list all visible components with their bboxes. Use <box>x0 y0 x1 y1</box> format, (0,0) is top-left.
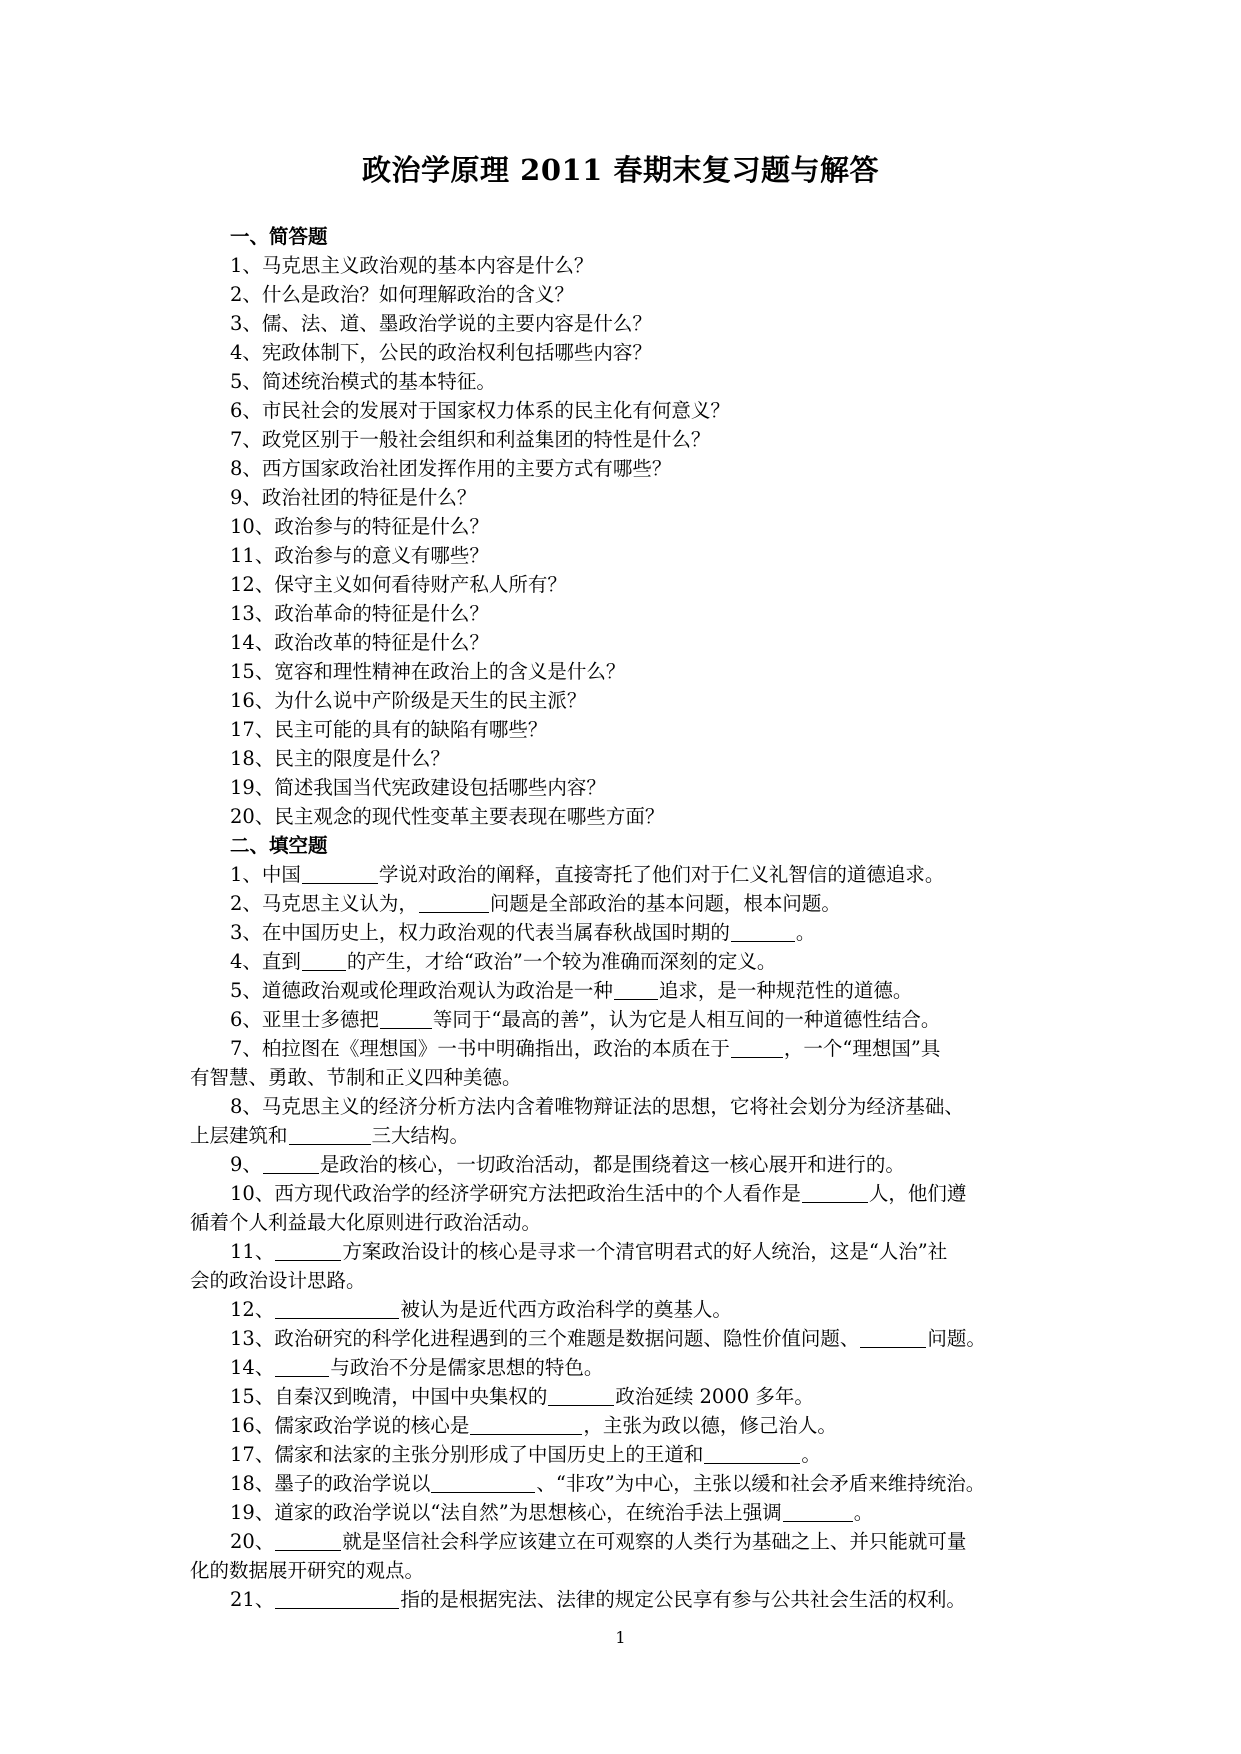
fill-text: 14、 <box>230 1356 275 1379</box>
fill-text: 12、 <box>230 1298 275 1321</box>
fill-item <box>190 1411 1070 1440</box>
question-item: 18、民主的限度是什么？ <box>230 747 450 770</box>
question-item: 17、民主可能的具有的缺陷有哪些？ <box>230 718 548 741</box>
fill-text: 13、政治研究的科学化进程遇到的三个难题是数据问题、隐性价值问题、 <box>230 1327 860 1350</box>
question-item: 3、儒、法、道、墨政治学说的主要内容是什么？ <box>230 312 652 335</box>
answer-blank <box>704 1443 800 1464</box>
fill-text: 15、自秦汉到晚清，中国中央集权的 <box>230 1385 548 1408</box>
answer-blank <box>275 1298 399 1319</box>
fill-item <box>190 860 1070 889</box>
question-item: 7、政党区别于一般社会组织和利益集团的特性是什么？ <box>230 428 711 451</box>
answer-blank <box>263 1153 319 1174</box>
fill-text: 3、在中国历史上，权力政治观的代表当属春秋战国时期的 <box>230 921 730 944</box>
fill-item <box>190 918 1070 947</box>
fill-item <box>190 1353 1070 1382</box>
fill-item <box>190 1498 1070 1527</box>
answer-blank <box>731 1037 783 1058</box>
fill-text: 、“非攻”为中心，主张以缓和社会矛盾来维持统治。 <box>536 1472 986 1495</box>
answer-blank <box>275 1530 341 1551</box>
answer-blank <box>419 892 489 913</box>
fill-text: 与政治不分是儒家思想的特色。 <box>330 1356 604 1379</box>
fill-item <box>190 976 1070 1005</box>
answer-blank <box>380 1008 432 1029</box>
fill-text: 被认为是近代西方政治科学的奠基人。 <box>400 1298 732 1321</box>
question-item: 5、简述统治模式的基本特征。 <box>230 370 496 393</box>
fill-item <box>190 1237 1070 1266</box>
section-heading-short-answer: 一、简答题 <box>230 225 328 248</box>
question-item: 20、民主观念的现代性变革主要表现在哪些方面？ <box>230 805 665 828</box>
answer-blank <box>302 950 346 971</box>
fill-text: 2、马克思主义认为， <box>230 892 418 915</box>
fill-text: ，一个“理想国”具 <box>783 1037 941 1060</box>
fill-item-continuation: 会的政治设计思路。 <box>190 1269 366 1292</box>
fill-item <box>190 1034 1070 1063</box>
fill-text: 上层建筑和 <box>190 1124 288 1147</box>
question-item: 15、宽容和理性精神在政治上的含义是什么？ <box>230 660 626 683</box>
fill-text: 追求，是一种规范性的道德。 <box>658 979 913 1002</box>
answer-blank <box>783 1501 853 1522</box>
fill-text: 人，他们遵 <box>868 1182 967 1205</box>
fill-text: 19、道家的政治学说以“法自然”为思想核心，在统治手法上强调 <box>230 1501 782 1524</box>
answer-blank <box>431 1472 535 1493</box>
fill-text: 21、 <box>230 1588 275 1611</box>
question-item: 12、保守主义如何看待财产私人所有？ <box>230 573 567 596</box>
fill-item-continuation: 化的数据展开研究的观点。 <box>190 1559 425 1582</box>
fill-item <box>190 889 1070 918</box>
page-title: 政治学原理 2011 春期末复习题与解答 <box>362 153 879 187</box>
answer-blank <box>802 1182 868 1203</box>
fill-text: 等同于“最高的善”，认为它是人相互间的一种道德性结合。 <box>432 1008 941 1031</box>
fill-text: 。 <box>801 1443 821 1466</box>
fill-text: 5、道德政治观或伦理政治观认为政治是一种 <box>230 979 613 1002</box>
question-item: 6、市民社会的发展对于国家权力体系的民主化有何意义？ <box>230 399 730 422</box>
question-item: 19、简述我国当代宪政建设包括哪些内容？ <box>230 776 606 799</box>
fill-text: ，主张为政以德，修己治人。 <box>583 1414 837 1437</box>
fill-item-continuation <box>190 1121 1070 1150</box>
fill-item <box>190 1005 1070 1034</box>
answer-blank <box>470 1414 582 1435</box>
fill-text: 7、柏拉图在《理想国》一书中明确指出，政治的本质在于 <box>230 1037 730 1060</box>
answer-blank <box>860 1327 926 1348</box>
answer-blank <box>275 1240 341 1261</box>
fill-text: 指的是根据宪法、法律的规定公民享有参与公共社会生活的权利。 <box>400 1588 966 1611</box>
answer-blank <box>548 1385 614 1406</box>
question-item: 14、政治改革的特征是什么？ <box>230 631 489 654</box>
fill-text: 。 <box>795 921 816 944</box>
fill-item-continuation: 有智慧、勇敢、节制和正义四种美德。 <box>190 1066 522 1089</box>
fill-text: 。 <box>853 1501 874 1524</box>
section-heading-fill-in: 二、填空题 <box>230 834 328 857</box>
question-item: 1、马克思主义政治观的基本内容是什么？ <box>230 254 594 277</box>
document-body <box>190 222 1070 1614</box>
fill-text: 9、 <box>230 1153 262 1176</box>
question-item: 4、宪政体制下，公民的政治权利包括哪些内容？ <box>230 341 652 364</box>
question-item: 16、为什么说中产阶级是天生的民主派？ <box>230 689 587 712</box>
fill-text: 就是坚信社会科学应该建立在可观察的人类行为基础之上、并只能就可量 <box>342 1530 967 1553</box>
fill-text: 6、亚里士多德把 <box>230 1008 379 1031</box>
fill-text: 的产生，才给“政治”一个较为准确而深刻的定义。 <box>346 950 777 973</box>
question-item: 13、政治革命的特征是什么？ <box>230 602 489 625</box>
fill-text: 18、墨子的政治学说以 <box>230 1472 431 1495</box>
fill-text: 问题是全部政治的基本问题，根本问题。 <box>489 892 841 915</box>
fill-item <box>190 1469 1070 1498</box>
fill-item <box>190 1585 1070 1614</box>
fill-item <box>190 1179 1070 1208</box>
fill-text: 学说对政治的阐释，直接寄托了他们对于仁义礼智信的道德追求。 <box>378 863 945 886</box>
fill-item <box>190 1295 1070 1324</box>
question-item: 2、什么是政治？如何理解政治的含义？ <box>230 283 574 306</box>
answer-blank <box>302 863 378 884</box>
fill-item <box>190 1382 1070 1411</box>
fill-text: 11、 <box>230 1240 275 1263</box>
fill-item-continuation: 循着个人利益最大化原则进行政治活动。 <box>190 1211 542 1234</box>
answer-blank <box>614 979 658 1000</box>
fill-item <box>190 1150 1070 1179</box>
page-number: 1 <box>615 1628 626 1647</box>
question-item: 8、西方国家政治社团发挥作用的主要方式有哪些？ <box>230 457 672 480</box>
fill-text: 17、儒家和法家的主张分别形成了中国历史上的王道和 <box>230 1443 704 1466</box>
answer-blank <box>275 1588 399 1609</box>
fill-text: 问题。 <box>927 1327 986 1350</box>
question-item: 11、政治参与的意义有哪些？ <box>230 544 489 567</box>
question-item: 10、政治参与的特征是什么？ <box>230 515 489 538</box>
fill-text: 1、中国 <box>230 863 301 886</box>
fill-item: 8、马克思主义的经济分析方法内含着唯物辩证法的思想，它将社会划分为经济基础、 <box>230 1095 964 1118</box>
fill-item <box>190 1527 1070 1556</box>
fill-item <box>190 1324 1070 1353</box>
fill-item <box>190 1440 1070 1469</box>
fill-text: 政治延续 2000 多年。 <box>615 1385 814 1408</box>
fill-text: 10、西方现代政治学的经济学研究方法把政治生活中的个人看作是 <box>230 1182 801 1205</box>
answer-blank <box>731 921 795 942</box>
fill-text: 20、 <box>230 1530 275 1553</box>
fill-text: 16、儒家政治学说的核心是 <box>230 1414 470 1437</box>
answer-blank <box>289 1124 371 1145</box>
fill-text: 三大结构。 <box>371 1124 470 1147</box>
fill-item <box>190 947 1070 976</box>
question-item: 9、政治社团的特征是什么？ <box>230 486 477 509</box>
answer-blank <box>275 1356 329 1377</box>
fill-text: 4、直到 <box>230 950 301 973</box>
fill-text: 是政治的核心，一切政治活动，都是围绕着这一核心展开和进行的。 <box>319 1153 905 1176</box>
fill-text: 方案政治设计的核心是寻求一个清官明君式的好人统治，这是“人治”社 <box>342 1240 948 1263</box>
